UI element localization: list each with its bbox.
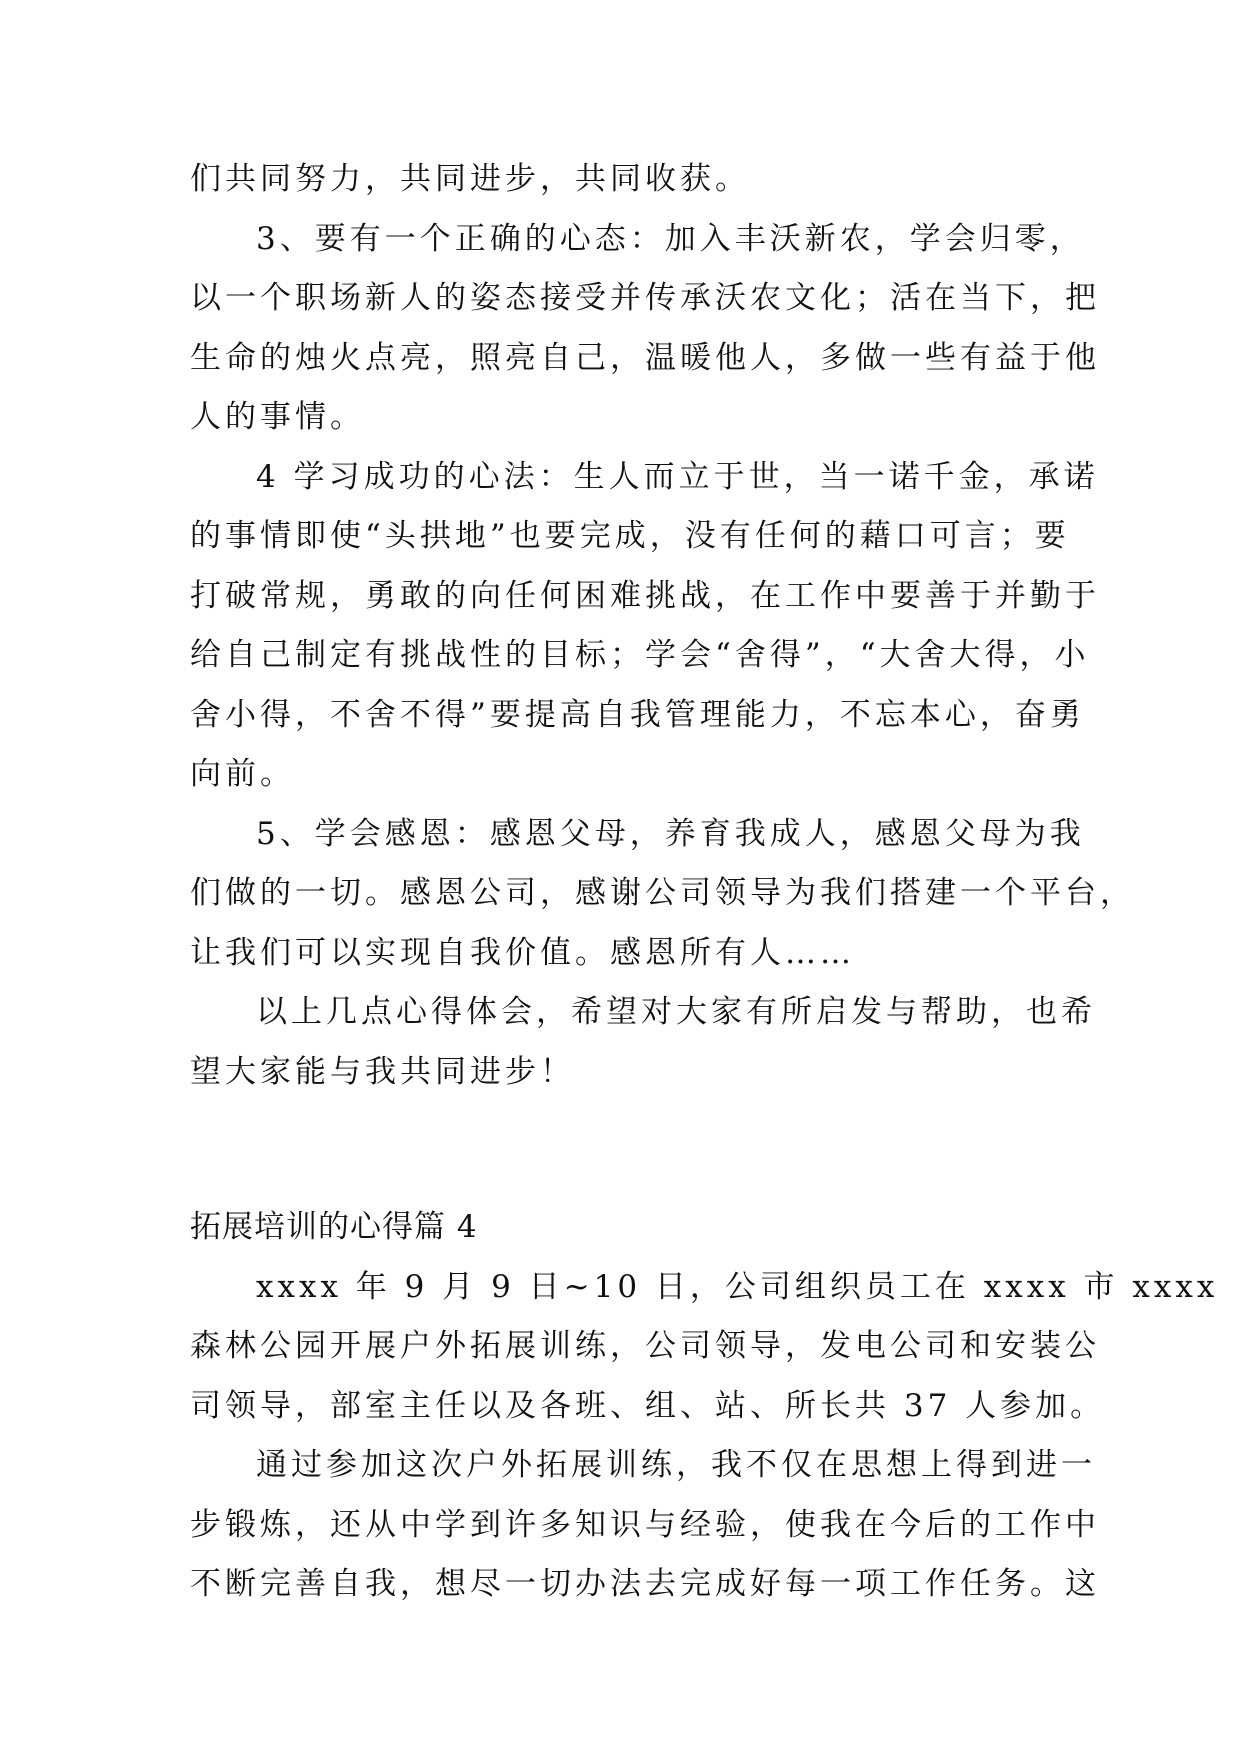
- text-line: 的事情即使“头拱地”也要完成，没有任何的藉口可言；要: [190, 518, 1070, 554]
- text-line: 通过参加这次户外拓展训练，我不仅在思想上得到进一: [256, 1447, 1096, 1483]
- text-line: 5、学会感恩：感恩父母，养育我成人，感恩父母为我: [256, 815, 1085, 852]
- document-page: [190, 150, 1219, 1615]
- paragraph-reflection: [190, 1436, 1100, 1615]
- text-line: 们共同努力，共同进步，共同收获。: [190, 161, 750, 197]
- text-line: 以一个职场新人的姿态接受并传承沃农文化；活在当下，把: [190, 280, 1100, 316]
- text-line: 司领导，部室主任以及各班、组、站、所长共 37 人参加。: [190, 1387, 1106, 1424]
- text-line: 人的事情。: [190, 399, 365, 435]
- text-line: 舍小得，不舍不得”要提高自我管理能力，不忘本心，奋勇: [190, 696, 1085, 733]
- paragraph-gratitude: [190, 805, 1135, 984]
- text-line: 望大家能与我共同进步！: [190, 1053, 575, 1090]
- paragraph-mindset: [190, 210, 1100, 448]
- text-line: 4 学习成功的心法：生人而立于世，当一诺千金，承诺: [256, 458, 1099, 495]
- paragraph-success-method: [190, 448, 1100, 805]
- text-line: 生命的烛火点亮，照亮自己，温暖他人，多做一些有益于他: [190, 339, 1100, 376]
- text-line: 给自己制定有挑战性的目标；学会“舍得”，“大舍大得，小: [190, 637, 1090, 673]
- text-line: xxxx 年 9 月 9 日~10 日，公司组织员工在 xxxx 市 xxxx: [256, 1268, 1219, 1305]
- text-line: 让我们可以实现自我价值。感恩所有人……: [190, 934, 855, 971]
- section-spacer: [190, 1102, 1050, 1198]
- paragraph-continuation: [190, 150, 1050, 210]
- text-line: 以上几点心得体会，希望对大家有所启发与帮助，也希: [256, 994, 1096, 1030]
- text-line: 们做的一切。感恩公司，感谢公司领导为我们搭建一个平台，: [190, 875, 1135, 911]
- paragraph-event-intro: [190, 1258, 1219, 1437]
- text-line: 步锻炼，还从中学到许多知识与经验，使我在今后的工作中: [190, 1506, 1100, 1543]
- section-title: 拓展培训的心得篇 4: [190, 1209, 478, 1245]
- text-line: 不断完善自我，想尽一切办法去完成好每一项工作任务。这: [190, 1566, 1100, 1602]
- text-line: 向前。: [190, 756, 295, 792]
- text-line: 打破常规，勇敢的向任何困难挑战，在工作中要善于并勤于: [190, 577, 1100, 614]
- text-line: 森林公园开展户外拓展训练，公司领导，发电公司和安装公: [190, 1328, 1100, 1364]
- paragraph-conclusion: [190, 983, 1096, 1102]
- text-line: 3、要有一个正确的心态：加入丰沃新农，学会归零，: [256, 220, 1085, 257]
